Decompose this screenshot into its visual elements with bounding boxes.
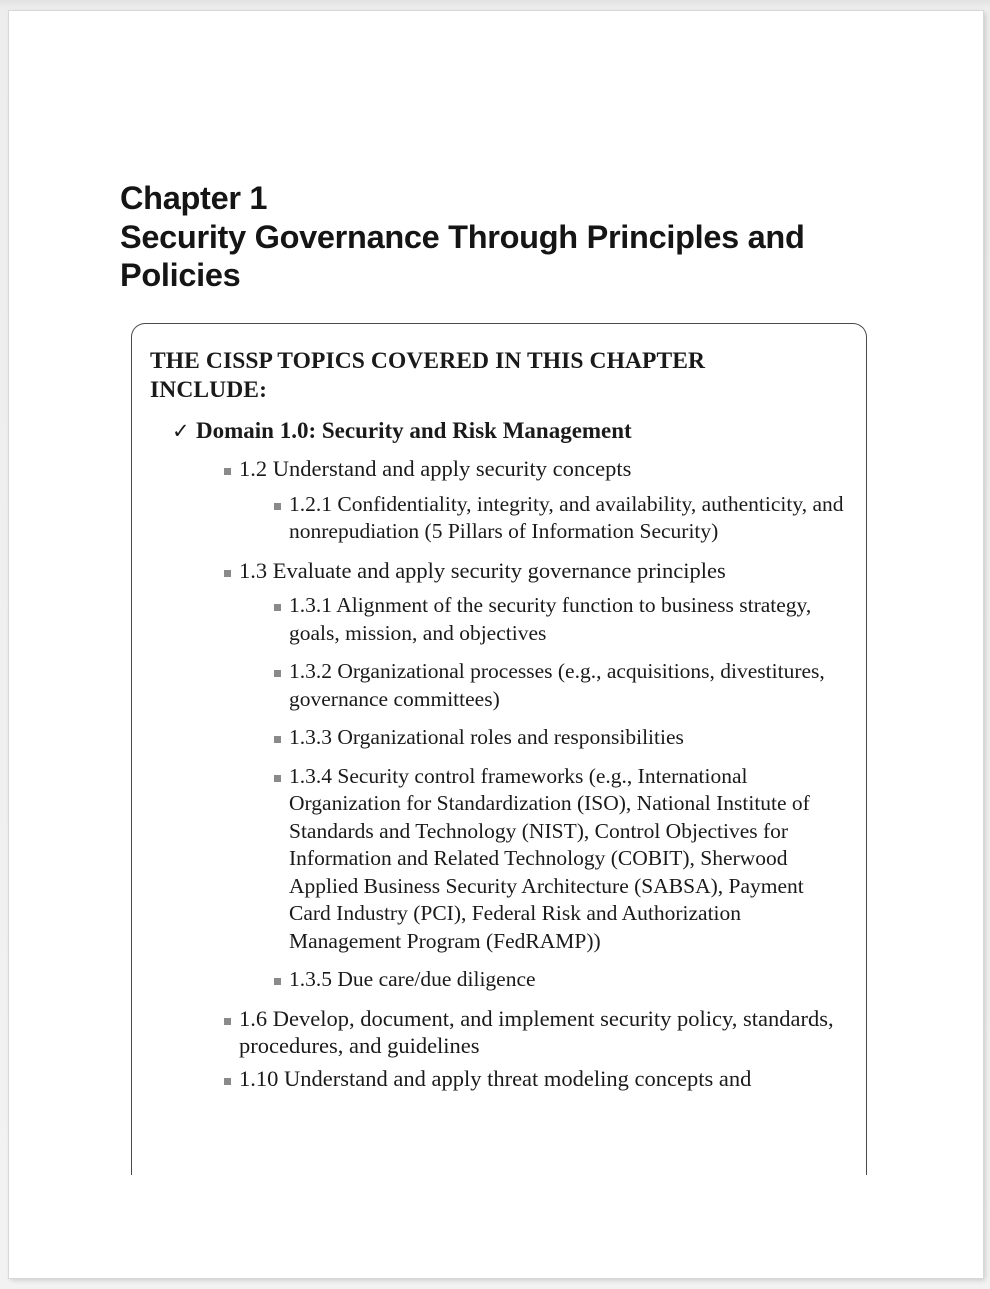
topic-item-level-3	[274, 491, 850, 546]
chapter-title: Security Governance Through Principles and Policies	[120, 218, 805, 293]
topic-item-level-3	[274, 724, 850, 752]
topic-item-level-3	[274, 966, 850, 994]
topic-item-label: 1.3.3 Organizational roles and responsibilities	[289, 725, 684, 749]
square-bullet-icon	[224, 468, 231, 475]
topic-item-level-3	[274, 592, 850, 647]
square-bullet-icon	[274, 670, 281, 677]
topic-item-label: 1.3.2 Organizational processes (e.g., acquisitions, divestitures, governance committees)	[289, 659, 825, 711]
topic-item-level-3	[274, 763, 850, 956]
topic-item-label: 1.2.1 Confidentiality, integrity, and availability, authenticity, and nonrepudiation (5 Pillars of Information Security)	[289, 491, 844, 543]
chapter-label: Chapter 1	[120, 180, 268, 216]
topics-callout-content	[132, 324, 866, 1092]
square-bullet-icon	[274, 604, 281, 611]
topic-item-label: 1.6 Develop, document, and implement security policy, standards, procedures, and guidelines	[239, 1005, 834, 1058]
topic-item-level-3	[274, 658, 850, 713]
square-bullet-icon	[224, 570, 231, 577]
topics-callout-box	[131, 323, 867, 1175]
topics-heading: THE CISSP TOPICS COVERED IN THIS CHAPTER INCLUDE:	[150, 348, 706, 403]
square-bullet-icon	[224, 1078, 231, 1085]
domain-row	[172, 416, 850, 446]
check-icon: ✓	[172, 419, 190, 443]
topic-item-level-2	[224, 1065, 850, 1093]
topic-item-label: 1.3.4 Security control frameworks (e.g., International Organization for Standardization (ISO), National Institute of Standards and Technology (NIST), Control Objectives for Information and Related Technology (COBIT), Sherwood Applied Business Security Architecture (SABSA), Payment Card Industry (PCI), Federal Risk and Authorization Management Program (FedRAMP))	[289, 763, 810, 953]
topic-item-label: 1.10 Understand and apply threat modeling concepts and	[239, 1065, 752, 1091]
topic-item-level-2	[224, 557, 850, 585]
topic-item-level-2	[224, 455, 850, 483]
domain-label: Domain 1.0: Security and Risk Management	[196, 418, 632, 443]
topic-item-level-2	[224, 1005, 850, 1060]
topic-item-label: 1.3.5 Due care/due diligence	[289, 967, 536, 991]
square-bullet-icon	[224, 1018, 231, 1025]
topic-item-label: 1.3 Evaluate and apply security governance principles	[239, 557, 726, 583]
topics-list	[150, 455, 850, 1092]
square-bullet-icon	[274, 978, 281, 985]
document-page	[9, 11, 983, 1278]
square-bullet-icon	[274, 736, 281, 743]
topic-item-label: 1.2 Understand and apply security concepts	[239, 456, 632, 481]
square-bullet-icon	[274, 503, 281, 510]
square-bullet-icon	[274, 775, 281, 782]
topic-item-label: 1.3.1 Alignment of the security function to business strategy, goals, mission, and objectives	[289, 593, 812, 645]
page-title	[120, 179, 860, 295]
